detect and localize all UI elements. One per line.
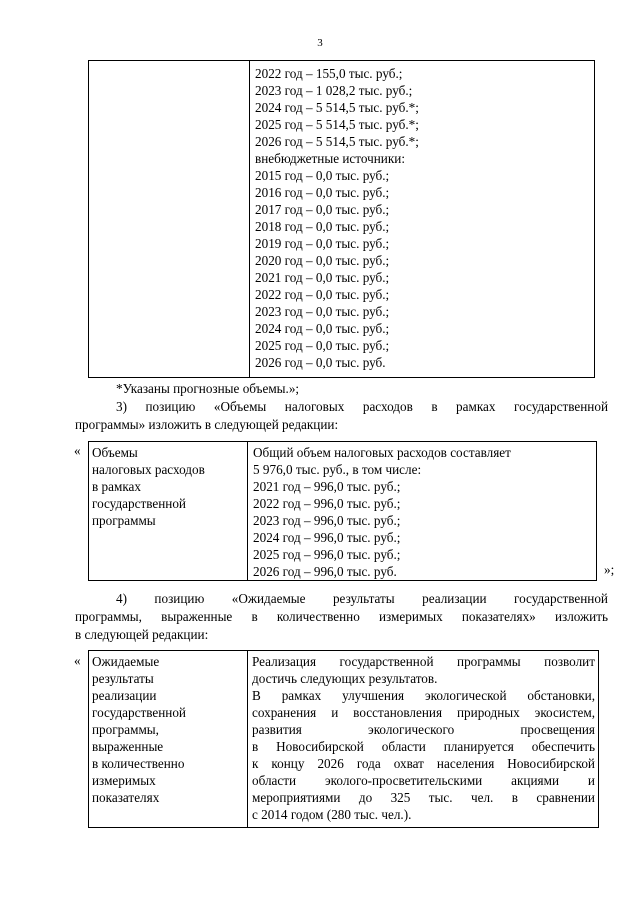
column-divider — [249, 61, 250, 377]
funding-line: 2024 год – 5 514,5 тыс. руб.*; — [255, 100, 419, 115]
label-line: реализации — [92, 688, 157, 703]
value-line: Общий объем налоговых расходов составляет — [253, 445, 511, 460]
funding-line: 2022 год – 0,0 тыс. руб.; — [255, 287, 390, 302]
funding-line: 2020 год – 0,0 тыс. руб.; — [255, 253, 390, 268]
text-line: достичь следующих результатов. — [252, 671, 438, 686]
open-quote: « — [74, 653, 81, 668]
page-number: 3 — [317, 37, 323, 49]
expected-results-table — [88, 650, 599, 828]
funding-line: 2023 год – 1 028,2 тыс. руб.; — [255, 83, 413, 98]
expected-results-text-cell — [252, 653, 595, 823]
label-line: в количественно — [92, 756, 185, 771]
label-line: Объемы — [92, 445, 138, 460]
item4-line: в следующей редакции: — [75, 627, 209, 642]
expected-results-label-cell — [92, 653, 242, 806]
tax-expenses-label-cell — [92, 444, 205, 529]
value-line: 2025 год – 996,0 тыс. руб.; — [253, 547, 401, 562]
tax-expenses-table — [88, 441, 597, 581]
label-line: результаты — [92, 671, 154, 686]
funding-line: 2023 год – 0,0 тыс. руб.; — [255, 304, 390, 319]
label-line: государственной — [92, 705, 186, 720]
item3-line: программы» изложить в следующей редакции: — [75, 417, 339, 432]
label-line: Ожидаемые — [92, 654, 160, 669]
funding-line: 2015 год – 0,0 тыс. руб.; — [255, 168, 390, 183]
funding-values-cell — [255, 65, 419, 371]
text-line: сохранения и восстановления природных экосистем, — [252, 705, 595, 720]
text-line: области эколого-просветительскими акциями и — [252, 773, 595, 788]
close-quote: »; — [604, 562, 615, 577]
item4-line: программы, выраженные в количественно измеримых показателях» изложить — [75, 609, 608, 624]
column-divider — [247, 651, 248, 827]
text-line: В рамках улучшения экологической обстановки, — [252, 688, 595, 703]
label-line: государственной — [92, 496, 186, 511]
funding-line: 2019 год – 0,0 тыс. руб.; — [255, 236, 390, 251]
funding-table-continuation — [88, 60, 595, 378]
value-line: 2021 год – 996,0 тыс. руб.; — [253, 479, 401, 494]
label-line: в рамках — [92, 479, 141, 494]
funding-line: 2022 год – 155,0 тыс. руб.; — [255, 66, 403, 81]
text-line: мероприятиями до 325 тыс. чел. в сравнении — [252, 790, 595, 805]
label-line: налоговых расходов — [92, 462, 205, 477]
item4-line: 4) позицию «Ожидаемые результаты реализации государственной — [116, 591, 608, 606]
funding-line: 2021 год – 0,0 тыс. руб.; — [255, 270, 390, 285]
value-line: 2026 год – 996,0 тыс. руб. — [253, 564, 397, 579]
footnote: *Указаны прогнозные объемы.»; — [116, 381, 300, 396]
item3-line: 3) позицию «Объемы налоговых расходов в рамках государственной — [116, 399, 608, 414]
column-divider — [247, 442, 248, 580]
open-quote: « — [74, 443, 81, 458]
value-line: 2023 год – 996,0 тыс. руб.; — [253, 513, 401, 528]
funding-line: 2026 год – 5 514,5 тыс. руб.*; — [255, 134, 419, 149]
funding-line: 2017 год – 0,0 тыс. руб.; — [255, 202, 390, 217]
funding-line: 2018 год – 0,0 тыс. руб.; — [255, 219, 390, 234]
funding-line: внебюджетные источники: — [255, 151, 405, 166]
value-line: 2022 год – 996,0 тыс. руб.; — [253, 496, 401, 511]
label-line: измеримых — [92, 773, 156, 788]
funding-line: 2026 год – 0,0 тыс. руб. — [255, 355, 386, 370]
text-line: развития экологического просвещения — [252, 722, 595, 737]
tax-expenses-values-cell — [253, 444, 511, 580]
value-line: 2024 год – 996,0 тыс. руб.; — [253, 530, 401, 545]
funding-line: 2025 год – 0,0 тыс. руб.; — [255, 338, 390, 353]
funding-line: 2016 год – 0,0 тыс. руб.; — [255, 185, 390, 200]
funding-line: 2025 год – 5 514,5 тыс. руб.*; — [255, 117, 419, 132]
text-line: Реализация государственной программы позволит — [252, 654, 595, 669]
funding-line: 2024 год – 0,0 тыс. руб.; — [255, 321, 390, 336]
value-line: 5 976,0 тыс. руб., в том числе: — [253, 462, 422, 477]
label-line: программы — [92, 513, 156, 528]
label-line: программы, — [92, 722, 159, 737]
label-line: выраженные — [92, 739, 164, 754]
text-line: в Новосибирской области планируется обеспечить — [252, 739, 595, 754]
text-line: с 2014 годом (280 тыс. чел.). — [252, 807, 412, 822]
text-line: к концу 2026 года охват населения Новосибирской — [252, 756, 595, 771]
label-line: показателях — [92, 790, 160, 805]
